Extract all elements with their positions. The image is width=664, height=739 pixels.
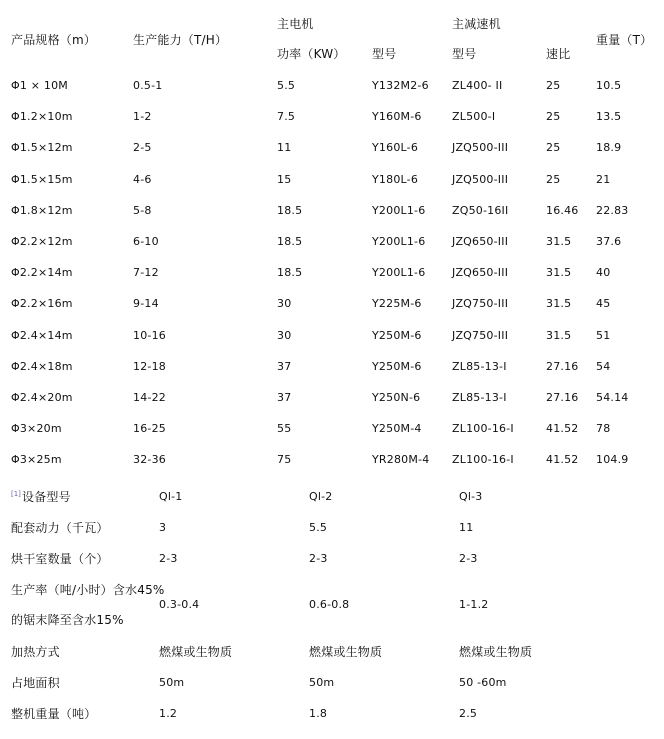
cell-motor-model: Y200L1-6 xyxy=(372,204,426,217)
col-group-reducer: 主减速机 xyxy=(452,17,501,31)
row-value: 3 xyxy=(159,521,167,534)
cell-reducer-model: JZQ500-III xyxy=(452,141,509,154)
cell-capacity: 5-8 xyxy=(133,204,152,217)
cell-motor-power: 5.5 xyxy=(277,79,296,92)
cell-ratio: 25 xyxy=(546,79,561,92)
cell-weight: 104.9 xyxy=(596,453,629,466)
cell-weight: 78 xyxy=(596,422,611,435)
cell-reducer-model: ZL100-16-I xyxy=(452,422,514,435)
cell-ratio: 25 xyxy=(546,110,561,123)
col-header-ratio: 速比 xyxy=(546,47,571,61)
cell-motor-power: 18.5 xyxy=(277,204,303,217)
cell-ratio: 31.5 xyxy=(546,235,572,248)
cell-capacity: 10-16 xyxy=(133,329,166,342)
cell-weight: 45 xyxy=(596,297,611,310)
row-label: 加热方式 xyxy=(11,645,60,659)
col-header-spec: 产品规格（m） xyxy=(11,33,97,47)
row-value: 50m xyxy=(159,676,185,689)
cell-reducer-model: ZL100-16-I xyxy=(452,453,514,466)
cell-motor-model: YR280M-4 xyxy=(372,453,430,466)
col-group-motor: 主电机 xyxy=(277,17,314,31)
cell-capacity: 32-36 xyxy=(133,453,166,466)
cell-weight: 40 xyxy=(596,266,611,279)
cell-capacity: 14-22 xyxy=(133,391,166,404)
row-value: Ql-2 xyxy=(309,490,333,503)
cell-weight: 13.5 xyxy=(596,110,622,123)
row-value: 0.3-0.4 xyxy=(159,598,200,611)
cell-capacity: 6-10 xyxy=(133,235,159,248)
cell-motor-power: 11 xyxy=(277,141,292,154)
cell-capacity: 16-25 xyxy=(133,422,166,435)
cell-ratio: 27.16 xyxy=(546,391,579,404)
row-label: 设备型号 xyxy=(22,490,71,504)
row-value: 2.5 xyxy=(459,707,478,720)
cell-motor-model: Y160L-6 xyxy=(372,141,419,154)
cell-ratio: 27.16 xyxy=(546,360,579,373)
cell-capacity: 2-5 xyxy=(133,141,152,154)
cell-weight: 54 xyxy=(596,360,611,373)
cell-ratio: 25 xyxy=(546,173,561,186)
cell-weight: 51 xyxy=(596,329,611,342)
cell-ratio: 31.5 xyxy=(546,329,572,342)
cell-spec: Φ2.2×16m xyxy=(11,297,73,310)
cell-motor-power: 18.5 xyxy=(277,235,303,248)
cell-motor-model: Y200L1-6 xyxy=(372,266,426,279)
row-value: Ql-1 xyxy=(159,490,183,503)
cell-motor-power: 15 xyxy=(277,173,292,186)
cell-capacity: 9-14 xyxy=(133,297,159,310)
cell-spec: Φ2.4×18m xyxy=(11,360,73,373)
cell-weight: 22.83 xyxy=(596,204,629,217)
cell-weight: 18.9 xyxy=(596,141,622,154)
cell-motor-model: Y250N-6 xyxy=(372,391,421,404)
cell-ratio: 41.52 xyxy=(546,422,579,435)
cell-motor-model: Y180L-6 xyxy=(372,173,419,186)
row-value: 11 xyxy=(459,521,474,534)
cell-spec: Φ1.5×15m xyxy=(11,173,73,186)
cell-capacity: 4-6 xyxy=(133,173,152,186)
row-label: 整机重量（吨） xyxy=(11,707,97,721)
cell-motor-power: 75 xyxy=(277,453,292,466)
cell-reducer-model: ZL85-13-I xyxy=(452,360,507,373)
cell-reducer-model: ZL400- II xyxy=(452,79,503,92)
cell-motor-model: Y250M-4 xyxy=(372,422,422,435)
row-value: 50 -60m xyxy=(459,676,507,689)
cell-weight: 37.6 xyxy=(596,235,622,248)
cell-capacity: 1-2 xyxy=(133,110,152,123)
row-value: 0.6-0.8 xyxy=(309,598,350,611)
cell-spec: Φ3×20m xyxy=(11,422,62,435)
cell-capacity: 0.5-1 xyxy=(133,79,163,92)
row-value: 燃煤或生物质 xyxy=(159,645,233,659)
row-value: 1.2 xyxy=(159,707,178,720)
cell-reducer-model: JZQ650-III xyxy=(452,266,509,279)
row-value: 1.8 xyxy=(309,707,328,720)
col-header-motor-power: 功率（KW） xyxy=(277,47,346,61)
cell-ratio: 31.5 xyxy=(546,266,572,279)
row-value: 50m xyxy=(309,676,335,689)
cell-spec: Φ1.2×10m xyxy=(11,110,73,123)
row-value: 2-3 xyxy=(159,552,178,565)
cell-weight: 54.14 xyxy=(596,391,629,404)
row-value: 1-1.2 xyxy=(459,598,489,611)
cell-spec: Φ2.4×14m xyxy=(11,329,73,342)
cell-reducer-model: ZL85-13-I xyxy=(452,391,507,404)
cell-weight: 21 xyxy=(596,173,611,186)
cell-ratio: 16.46 xyxy=(546,204,579,217)
cell-reducer-model: JZQ750-III xyxy=(452,329,509,342)
cell-ratio: 41.52 xyxy=(546,453,579,466)
cell-motor-model: Y250M-6 xyxy=(372,329,422,342)
row-label-line1: 生产率（吨/小时）含水45% xyxy=(11,583,165,597)
cell-motor-model: Y225M-6 xyxy=(372,297,422,310)
cell-ratio: 31.5 xyxy=(546,297,572,310)
row-value: 2-3 xyxy=(459,552,478,565)
cell-ratio: 25 xyxy=(546,141,561,154)
row-label-line2: 的锯末降至含水15% xyxy=(11,613,124,627)
cell-weight: 10.5 xyxy=(596,79,622,92)
cell-spec: Φ1 × 10M xyxy=(11,79,68,92)
col-header-reducer-model: 型号 xyxy=(452,47,477,61)
row-value: 2-3 xyxy=(309,552,328,565)
cell-motor-power: 30 xyxy=(277,297,292,310)
cell-motor-model: Y200L1-6 xyxy=(372,235,426,248)
cell-spec: Φ2.2×12m xyxy=(11,235,73,248)
cell-motor-power: 37 xyxy=(277,391,292,404)
cell-reducer-model: ZQ50-16II xyxy=(452,204,509,217)
cell-spec: Φ2.2×14m xyxy=(11,266,73,279)
cell-spec: Φ3×25m xyxy=(11,453,62,466)
col-header-motor-model: 型号 xyxy=(372,47,397,61)
cell-capacity: 7-12 xyxy=(133,266,159,279)
footnote-mark: [1] xyxy=(11,490,21,498)
cell-capacity: 12-18 xyxy=(133,360,166,373)
cell-reducer-model: JZQ650-III xyxy=(452,235,509,248)
cell-spec: Φ2.4×20m xyxy=(11,391,73,404)
row-label: 占地面积 xyxy=(11,676,60,690)
cell-motor-power: 18.5 xyxy=(277,266,303,279)
cell-motor-model: Y132M2-6 xyxy=(372,79,429,92)
cell-motor-model: Y160M-6 xyxy=(372,110,422,123)
col-header-weight: 重量（T） xyxy=(596,33,653,47)
row-value: 5.5 xyxy=(309,521,328,534)
row-value: 燃煤或生物质 xyxy=(309,645,383,659)
cell-reducer-model: JZQ750-III xyxy=(452,297,509,310)
cell-reducer-model: ZL500-I xyxy=(452,110,496,123)
cell-motor-power: 30 xyxy=(277,329,292,342)
row-value: Ql-3 xyxy=(459,490,483,503)
cell-motor-power: 37 xyxy=(277,360,292,373)
row-label: 配套动力（千瓦） xyxy=(11,521,109,535)
cell-motor-power: 55 xyxy=(277,422,292,435)
row-label: 烘干室数量（个） xyxy=(11,552,109,566)
row-value: 燃煤或生物质 xyxy=(459,645,533,659)
cell-motor-model: Y250M-6 xyxy=(372,360,422,373)
cell-motor-power: 7.5 xyxy=(277,110,296,123)
cell-spec: Φ1.8×12m xyxy=(11,204,73,217)
col-header-capacity: 生产能力（T/H） xyxy=(133,33,228,47)
cell-spec: Φ1.5×12m xyxy=(11,141,73,154)
cell-reducer-model: JZQ500-III xyxy=(452,173,509,186)
